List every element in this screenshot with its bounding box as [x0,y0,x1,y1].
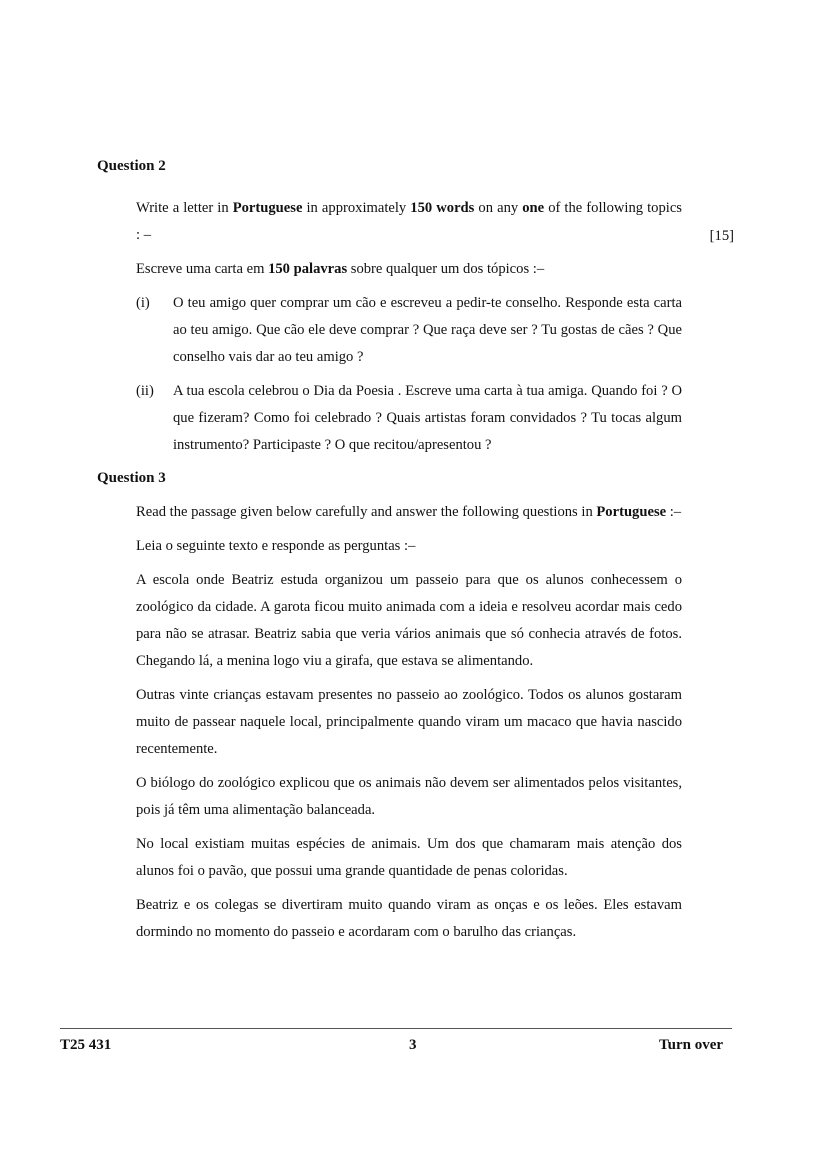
q2-marks: [15] [709,228,734,244]
q2-topic-i [136,290,682,371]
question-2-heading: Question 2 [97,158,166,174]
topic-text: A tua escola celebrou o Dia da Poesia . Escreve uma carta à tua amiga. Quando foi ? O que fizeram? Como foi celebrado ? Quais artistas foram convidados ? Tu tocas algum instrumento? Participaste ? O que recitou/apresentou ? [173,383,682,453]
passage-paragraph-3: O biólogo do zoológico explicou que os animais não devem ser alimentados pelos visitantes, pois já têm uma alimentação balanceada. [136,775,682,818]
topic-number: (ii) [136,383,154,399]
q3-instruction-portuguese: Leia o seguinte texto e responde as perguntas :– [136,538,416,554]
topic-number: (i) [136,295,150,311]
topic-text: O teu amigo quer comprar um cão e escreveu a pedir-te conselho. Responde esta carta ao teu amigo. Que cão ele deve comprar ? Que raça deve ser ? Tu gostas de cães ? Que conselho vais dar ao teu amigo ? [173,295,682,365]
question-2-body [136,195,682,459]
footer-divider [60,1028,732,1029]
turn-over-label: Turn over [659,1037,724,1053]
paper-code: T25 431 [60,1037,112,1053]
question-3-body [136,499,682,946]
question-3-heading: Question 3 [97,470,166,486]
passage-paragraph-4: No local existiam muitas espécies de animais. Um dos que chamaram mais atenção dos alunos foi o pavão, que possui uma grande quantidade de penas coloridas. [136,836,682,879]
passage-paragraph-2: Outras vinte crianças estavam presentes no passeio ao zoológico. Todos os alunos gostaram muito de passear naquele local, principalmente quando viram um macaco que havia nascido recentemente. [136,687,682,757]
passage-paragraph-5: Beatriz e os colegas se divertiram muito quando viram as onças e os leões. Eles estavam dormindo no momento do passeio e acordaram com o barulho das crianças. [136,897,682,940]
q2-instruction-english: Write a letter in Portuguese in approximately 150 words on any one of the following topics : – [136,200,682,243]
passage-paragraph-1: A escola onde Beatriz estuda organizou um passeio para que os alunos conhecessem o zoológico da cidade. A garota ficou muito animada com a ideia e resolveu acordar mais cedo para não se atrasar. Beatriz sabia que veria vários animais que só conhecia através de fotos. Chegando lá, a menina logo viu a girafa, que estava se alimentando. [136,572,682,669]
q2-topic-ii [136,378,682,459]
q2-instruction-portuguese: Escreve uma carta em 150 palavras sobre qualquer um dos tópicos :– [136,261,545,277]
q3-instruction-english: Read the passage given below carefully and answer the following questions in Portuguese :– [136,504,682,520]
page-number: 3 [409,1037,417,1053]
